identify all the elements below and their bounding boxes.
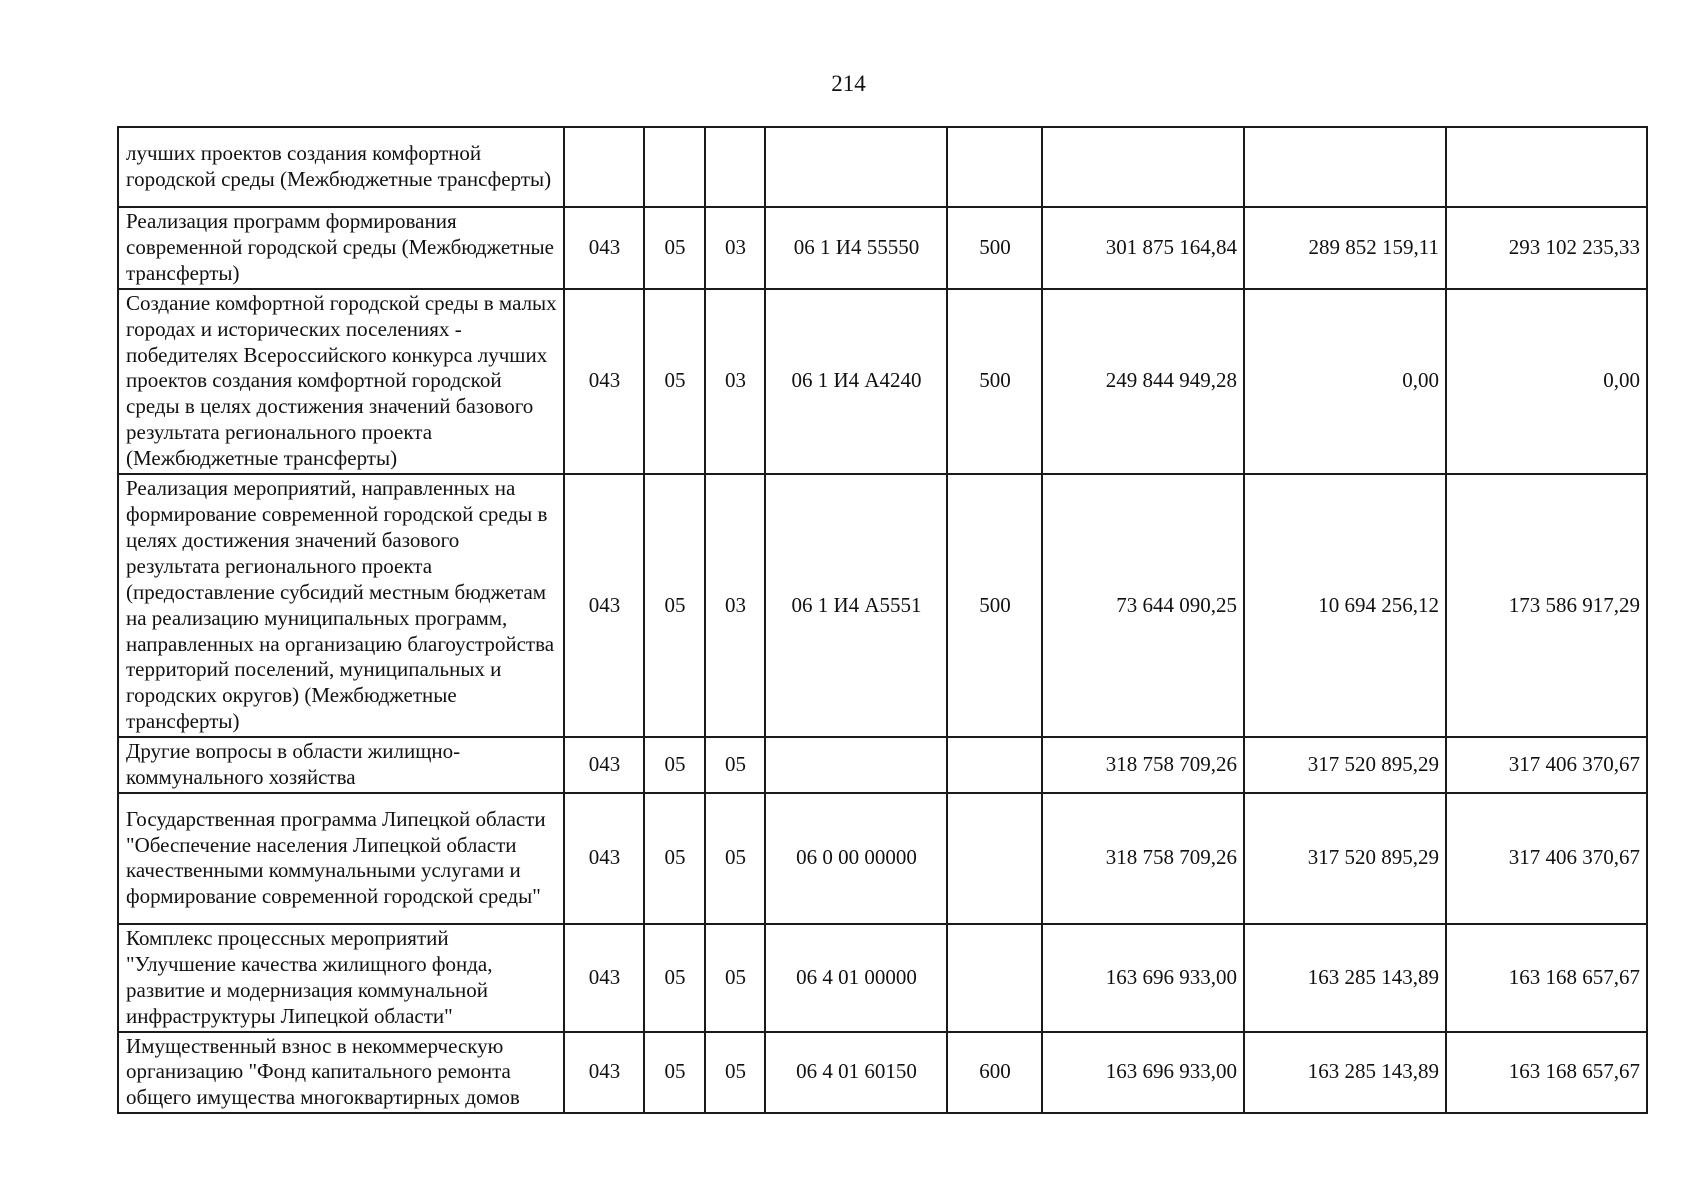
csr-cell (765, 737, 947, 793)
csr-cell: 06 4 01 60150 (765, 1032, 947, 1114)
sum-year1-cell: 163 696 933,00 (1042, 924, 1244, 1032)
pr-cell: 03 (705, 207, 765, 289)
page-number: 214 (831, 71, 866, 96)
vr-cell (947, 924, 1042, 1032)
pr-cell (705, 127, 765, 207)
table-row (118, 207, 1647, 289)
table-row (118, 737, 1647, 793)
table-row (118, 474, 1647, 737)
row-name-cell: Создание комфортной городской среды в малых городах и исторических поселениях - победителях Всероссийского конкурса лучших проектов создания комфортной городской среды в целях достижения значений базового результата регионального проекта (Межбюджетные трансферты) (118, 289, 564, 474)
row-name-cell: Реализация мероприятий, направленных на формирование современной городской среды в целях достижения значений базового результата регионального проекта (предоставление субсидий местным бюджетам на реализацию муниципальных программ, направленных на организацию благоустройства территорий поселений, муниципальных и городских округов) (Межбюджетные трансферты) (118, 474, 564, 737)
csr-cell: 06 1 И4 55550 (765, 207, 947, 289)
pr-cell: 03 (705, 474, 765, 737)
ved-cell: 043 (564, 474, 644, 737)
ved-cell: 043 (564, 737, 644, 793)
sum-year3-cell: 173 586 917,29 (1446, 474, 1647, 737)
budget-table (117, 126, 1648, 1114)
vr-cell: 500 (947, 474, 1042, 737)
sum-year2-cell (1244, 127, 1446, 207)
sum-year2-cell: 163 285 143,89 (1244, 1032, 1446, 1114)
sum-year2-cell: 289 852 159,11 (1244, 207, 1446, 289)
table-row (118, 127, 1647, 207)
table-row (118, 289, 1647, 474)
rz-cell: 05 (644, 207, 705, 289)
ved-cell: 043 (564, 793, 644, 924)
vr-cell: 500 (947, 289, 1042, 474)
row-name-cell: Комплекс процессных мероприятий "Улучшение качества жилищного фонда, развитие и модернизация коммунальной инфраструктуры Липецкой области" (118, 924, 564, 1032)
rz-cell: 05 (644, 793, 705, 924)
csr-cell: 06 1 И4 А5551 (765, 474, 947, 737)
ved-cell (564, 127, 644, 207)
row-name-cell: Имущественный взнос в некоммерческую организацию "Фонд капитального ремонта общего имущества многоквартирных домов (118, 1032, 564, 1114)
sum-year2-cell: 163 285 143,89 (1244, 924, 1446, 1032)
sum-year3-cell: 317 406 370,67 (1446, 793, 1647, 924)
pr-cell: 05 (705, 793, 765, 924)
sum-year1-cell (1042, 127, 1244, 207)
rz-cell: 05 (644, 1032, 705, 1114)
pr-cell: 05 (705, 737, 765, 793)
vr-cell (947, 737, 1042, 793)
sum-year3-cell: 293 102 235,33 (1446, 207, 1647, 289)
sum-year3-cell: 0,00 (1446, 289, 1647, 474)
sum-year3-cell: 163 168 657,67 (1446, 1032, 1647, 1114)
sum-year2-cell: 0,00 (1244, 289, 1446, 474)
table-row (118, 924, 1647, 1032)
sum-year1-cell: 73 644 090,25 (1042, 474, 1244, 737)
sum-year2-cell: 317 520 895,29 (1244, 737, 1446, 793)
vr-cell: 600 (947, 1032, 1042, 1114)
pr-cell: 05 (705, 924, 765, 1032)
sum-year3-cell: 163 168 657,67 (1446, 924, 1647, 1032)
sum-year1-cell: 318 758 709,26 (1042, 737, 1244, 793)
ved-cell: 043 (564, 289, 644, 474)
csr-cell (765, 127, 947, 207)
ved-cell: 043 (564, 207, 644, 289)
vr-cell (947, 793, 1042, 924)
table-row (118, 1032, 1647, 1114)
sum-year2-cell: 317 520 895,29 (1244, 793, 1446, 924)
sum-year1-cell: 301 875 164,84 (1042, 207, 1244, 289)
sum-year3-cell: 317 406 370,67 (1446, 737, 1647, 793)
ved-cell: 043 (564, 924, 644, 1032)
row-name-cell: лучших проектов создания комфортной городской среды (Межбюджетные трансферты) (118, 127, 564, 207)
rz-cell: 05 (644, 924, 705, 1032)
sum-year1-cell: 318 758 709,26 (1042, 793, 1244, 924)
row-name-cell: Государственная программа Липецкой области "Обеспечение населения Липецкой области качественными коммунальными услугами и формирование современной городской среды" (118, 793, 564, 924)
pr-cell: 05 (705, 1032, 765, 1114)
ved-cell: 043 (564, 1032, 644, 1114)
row-name-cell: Другие вопросы в области жилищно-коммунального хозяйства (118, 737, 564, 793)
rz-cell: 05 (644, 737, 705, 793)
rz-cell: 05 (644, 474, 705, 737)
table-row (118, 793, 1647, 924)
sum-year1-cell: 249 844 949,28 (1042, 289, 1244, 474)
pr-cell: 03 (705, 289, 765, 474)
rz-cell (644, 127, 705, 207)
vr-cell (947, 127, 1042, 207)
row-name-cell: Реализация программ формирования современной городской среды (Межбюджетные трансферты) (118, 207, 564, 289)
vr-cell: 500 (947, 207, 1042, 289)
rz-cell: 05 (644, 289, 705, 474)
csr-cell: 06 4 01 00000 (765, 924, 947, 1032)
csr-cell: 06 1 И4 А4240 (765, 289, 947, 474)
sum-year2-cell: 10 694 256,12 (1244, 474, 1446, 737)
csr-cell: 06 0 00 00000 (765, 793, 947, 924)
sum-year1-cell: 163 696 933,00 (1042, 1032, 1244, 1114)
sum-year3-cell (1446, 127, 1647, 207)
